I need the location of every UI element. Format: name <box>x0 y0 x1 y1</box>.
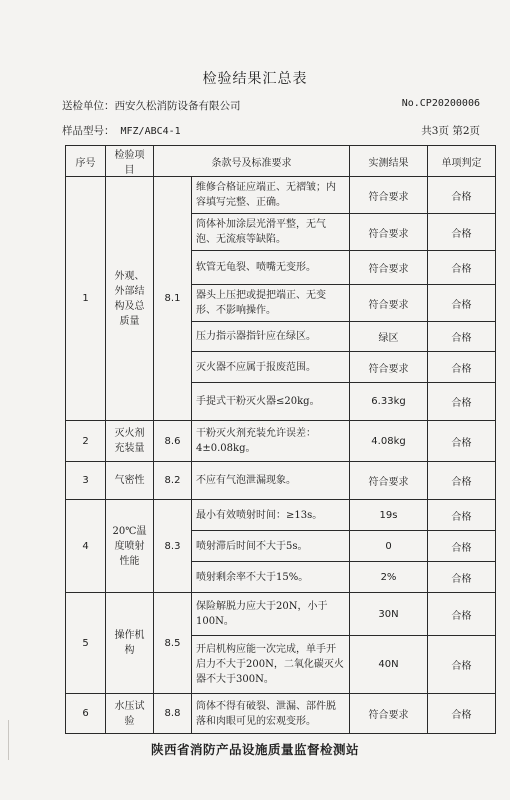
requirement-text: 筒体不得有破裂、泄漏、部件脱落和肉眼可见的宏观变形。 <box>192 694 350 734</box>
requirement-text: 保险解脱力应大于20N，小于100N。 <box>192 593 350 636</box>
row-number: 1 <box>66 177 106 421</box>
model-line <box>62 123 181 138</box>
requirement-text: 开启机构应能一次完成，单手开启力不大于200N，二氧化碳灭火器不大于300N。 <box>192 636 350 694</box>
requirement-text: 不应有气泡泄漏现象。 <box>192 462 350 500</box>
measured-result: 符合要求 <box>350 177 428 214</box>
clause-number: 8.5 <box>154 593 192 694</box>
results-table <box>65 145 496 734</box>
measured-result: 30N <box>350 593 428 636</box>
measured-result: 符合要求 <box>350 214 428 251</box>
clause-number: 8.6 <box>154 421 192 462</box>
requirement-text: 维修合格证应端正、无褶皱；内容填写完整、正确。 <box>192 177 350 214</box>
table-row <box>66 462 496 500</box>
header-item: 检验项目 <box>106 146 154 177</box>
requirement-text: 器头上压把或提把端正、无变形、不影响操作。 <box>192 285 350 322</box>
measured-result: 符合要求 <box>350 694 428 734</box>
measured-result: 绿区 <box>350 322 428 352</box>
verdict: 合格 <box>428 421 496 462</box>
requirement-text: 压力指示器指针应在绿区。 <box>192 322 350 352</box>
inspection-item: 气密性 <box>106 462 154 500</box>
measured-result: 6.33kg <box>350 383 428 421</box>
clause-number: 8.8 <box>154 694 192 734</box>
clause-number: 8.2 <box>154 462 192 500</box>
issuing-organization: 陕西省消防产品设施质量监督检测站 <box>150 742 359 757</box>
inspection-item: 水压试验 <box>106 694 154 734</box>
measured-result: 符合要求 <box>350 352 428 383</box>
measured-result: 符合要求 <box>350 251 428 285</box>
inspection-item: 20℃温度喷射性能 <box>106 500 154 593</box>
row-number: 6 <box>66 694 106 734</box>
requirement-text: 喷射剩余率不大于15%。 <box>192 562 350 593</box>
table-row <box>66 421 496 462</box>
clause-number: 8.3 <box>154 500 192 593</box>
model-label: 样品型号： <box>62 125 115 137</box>
page-info: 共3页 第2页 <box>421 125 480 137</box>
requirement-text: 灭火器不应属于报废范围。 <box>192 352 350 383</box>
row-number: 3 <box>66 462 106 500</box>
row-number: 4 <box>66 500 106 593</box>
verdict: 合格 <box>428 562 496 593</box>
verdict: 合格 <box>428 251 496 285</box>
header-verdict: 单项判定 <box>428 146 496 177</box>
inspection-item: 灭火剂充装量 <box>106 421 154 462</box>
verdict: 合格 <box>428 531 496 562</box>
measured-result: 符合要求 <box>350 285 428 322</box>
table-row <box>66 694 496 734</box>
verdict: 合格 <box>428 285 496 322</box>
table-row <box>66 593 496 636</box>
clause-number: 8.1 <box>154 177 192 421</box>
measured-result: 符合要求 <box>350 462 428 500</box>
inspection-item: 外观、外部结构及总质量 <box>106 177 154 421</box>
verdict: 合格 <box>428 322 496 352</box>
sender-value: 西安久松消防设备有限公司 <box>114 100 241 112</box>
requirement-text: 最小有效喷射时间：≥13s。 <box>192 500 350 531</box>
header-no: 序号 <box>66 146 106 177</box>
verdict: 合格 <box>428 383 496 421</box>
table-row <box>66 500 496 531</box>
measured-result: 0 <box>350 531 428 562</box>
requirement-text: 干粉灭火剂充装允许误差：4±0.08kg。 <box>192 421 350 462</box>
scan-edge-shadow <box>0 720 9 760</box>
verdict: 合格 <box>428 462 496 500</box>
measured-result: 19s <box>350 500 428 531</box>
header-requirement: 条款号及标准要求 <box>154 146 350 177</box>
requirement-text: 喷射滞后时间不大于5s。 <box>192 531 350 562</box>
inspection-item: 操作机构 <box>106 593 154 694</box>
page-title: 检验结果汇总表 <box>202 71 308 87</box>
verdict: 合格 <box>428 500 496 531</box>
measured-result: 2% <box>350 562 428 593</box>
requirement-text: 软管无龟裂、喷嘴无变形。 <box>192 251 350 285</box>
verdict: 合格 <box>428 214 496 251</box>
row-number: 2 <box>66 421 106 462</box>
requirement-text: 手提式干粉灭火器≤20kg。 <box>192 383 350 421</box>
requirement-text: 筒体补加涂层光滑平整，无气泡、无流痕等缺陷。 <box>192 214 350 251</box>
measured-result: 40N <box>350 636 428 694</box>
verdict: 合格 <box>428 636 496 694</box>
verdict: 合格 <box>428 177 496 214</box>
sender-label: 送检单位： <box>62 100 115 112</box>
table-row <box>66 177 496 214</box>
verdict: 合格 <box>428 593 496 636</box>
row-number: 5 <box>66 593 106 694</box>
model-value: MFZ/ABC4-1 <box>120 126 181 137</box>
verdict: 合格 <box>428 694 496 734</box>
header-result: 实测结果 <box>350 146 428 177</box>
document-number: No.CP20200006 <box>401 98 480 109</box>
table-header-row <box>66 146 496 177</box>
verdict: 合格 <box>428 352 496 383</box>
sender-line <box>62 98 241 113</box>
measured-result: 4.08kg <box>350 421 428 462</box>
